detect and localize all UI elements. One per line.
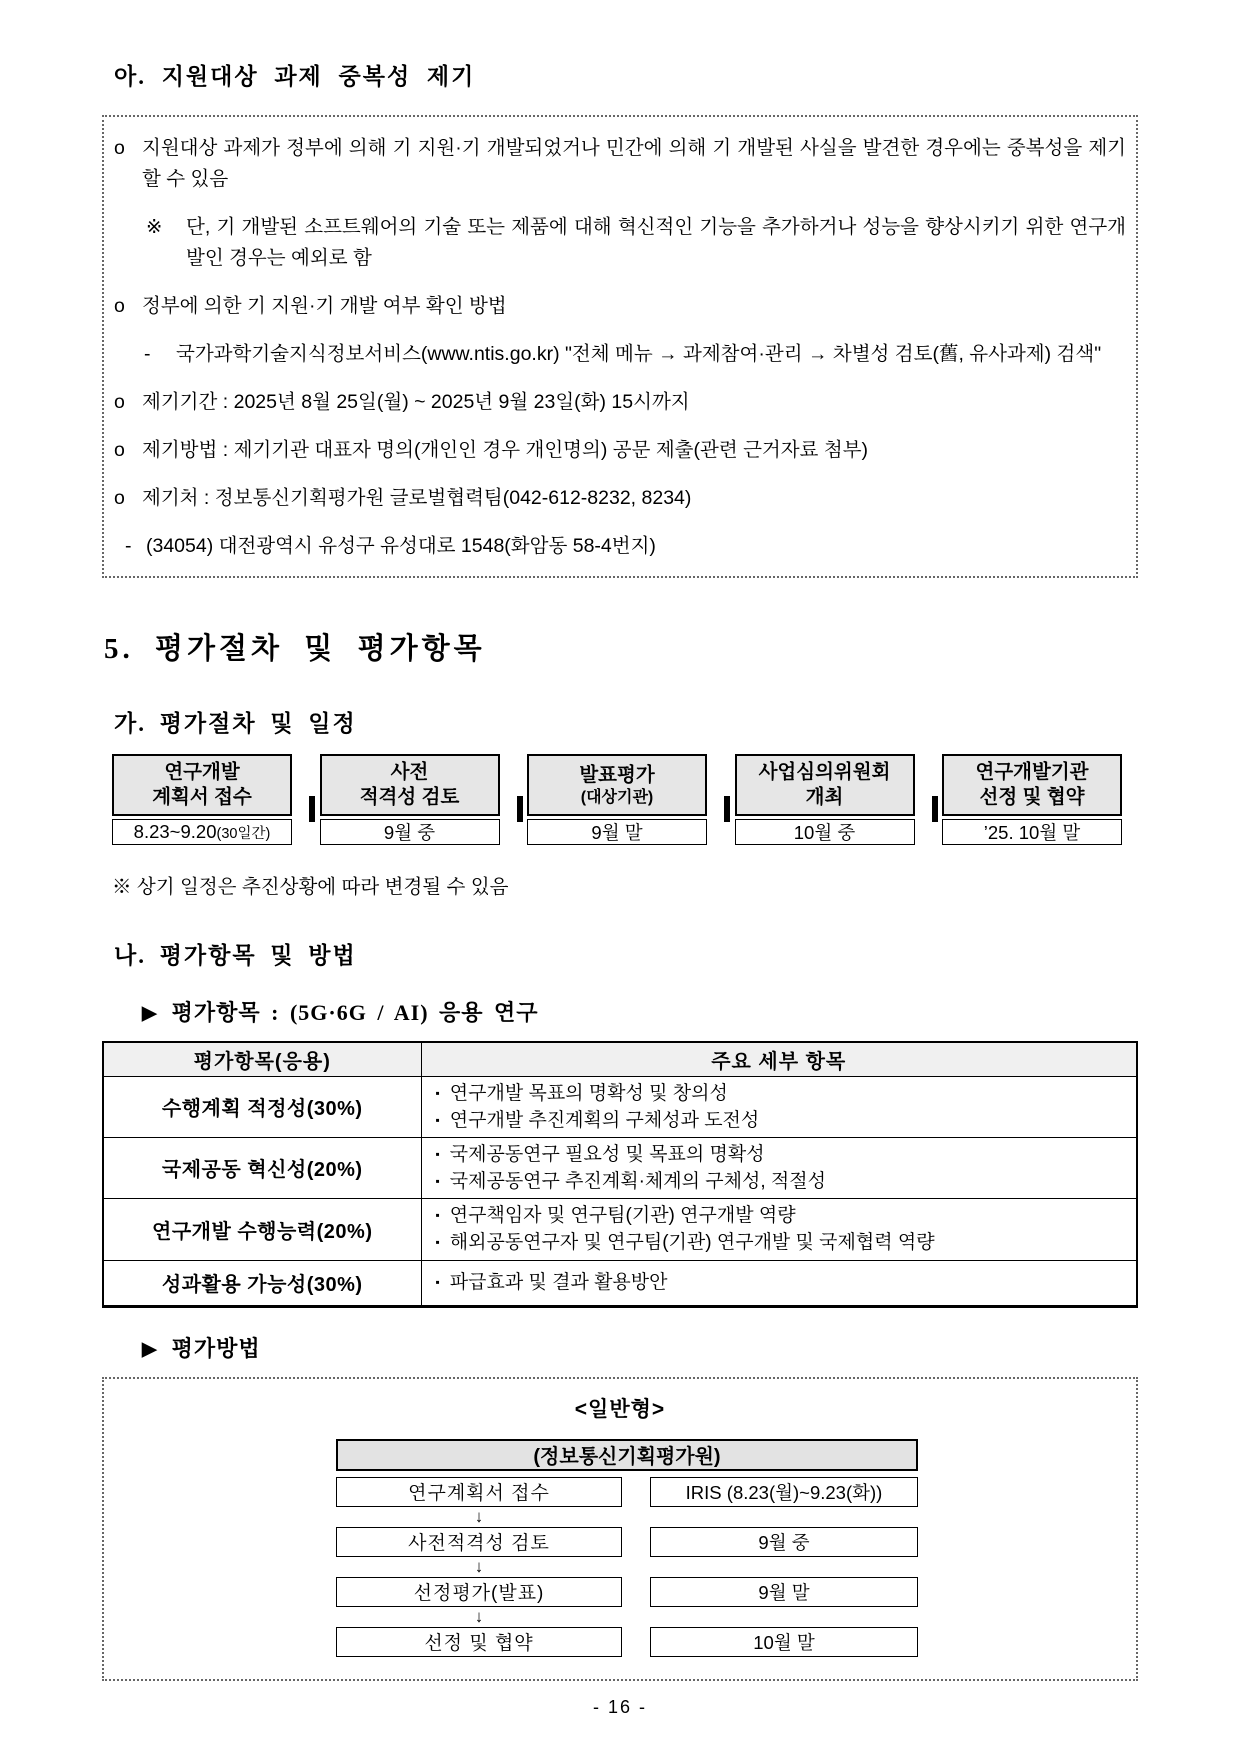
flow-step-date-main: 8.23~9.20	[133, 821, 217, 842]
flow-step-date-main: 9월 말	[591, 822, 643, 843]
method-step-date: 10월 말	[650, 1627, 918, 1657]
procedure-flow-diagram	[112, 754, 1122, 845]
schedule-change-note: ※ 상기 일정은 추진상황에 따라 변경될 수 있음	[112, 876, 509, 898]
flow-step-date-main: 10월 중	[793, 822, 856, 843]
flow-step-date	[320, 819, 500, 845]
item-text: 정부에 의한 기 지원·기 개발 여부 확인 방법	[142, 295, 507, 317]
item-marker: o	[114, 439, 125, 461]
page-number: - 16 -	[592, 1696, 647, 1717]
item-text: (34054) 대전광역시 유성구 유성대로 1548(화암동 58-4번지)	[146, 535, 656, 557]
item-marker: -	[144, 343, 151, 365]
details-cell	[421, 1076, 1137, 1137]
column-header-category: 평가항목(응용)	[103, 1042, 421, 1076]
method-step-date: IRIS (8.23(월)~9.23(화))	[650, 1477, 918, 1507]
item-marker: o	[114, 137, 125, 159]
detail-line	[434, 1141, 1129, 1168]
details-cell	[421, 1137, 1137, 1198]
item-text: 제기처 : 정보통신기획평가원 글로벌협력팀(042-612-8232, 8234)	[142, 487, 692, 509]
flow-step-line2: 개최	[805, 786, 844, 808]
flow-step-date-small: (30일간)	[216, 825, 271, 842]
triangle-bullet-icon: ▶	[142, 1003, 158, 1024]
detail-text: 국제공동연구 필요성 및 목표의 명확성	[449, 1143, 765, 1165]
flow-step-title	[112, 754, 292, 816]
method-step-row	[336, 1627, 1136, 1657]
method-step-label: 선정 및 협약	[336, 1627, 622, 1657]
item-marker: o	[114, 391, 125, 413]
flow-step	[112, 754, 292, 845]
section-heading-duplicate: 아. 지원대상 과제 중복성 제기	[114, 64, 476, 89]
flow-step-line2: 계획서 접수	[152, 786, 252, 808]
method-step-label: 연구계획서 접수	[336, 1477, 622, 1507]
subsection-heading-criteria: 나. 평가항목 및 방법	[114, 943, 357, 968]
flow-step-date-main: 9월 중	[383, 822, 436, 843]
flow-step-line1: 사업심의위원회	[758, 761, 891, 783]
flow-step-line1: 사전	[390, 761, 429, 783]
flow-step-line2: (대상기관)	[580, 788, 654, 806]
table-row	[103, 1260, 1137, 1306]
criteria-items-heading	[142, 996, 1138, 1027]
list-item	[114, 339, 1126, 370]
column-header-details: 주요 세부 항목	[421, 1042, 1137, 1076]
flow-connector-bar	[517, 796, 523, 822]
detail-text: 파급효과 및 결과 활용방안	[449, 1272, 668, 1293]
list-item	[114, 133, 1126, 195]
flow-step	[942, 754, 1122, 845]
detail-text: 연구개발 추진계획의 구체성과 도전성	[449, 1109, 760, 1131]
method-step-row	[336, 1477, 1136, 1507]
method-step-date: 9월 말	[650, 1577, 918, 1607]
table-row	[103, 1076, 1137, 1137]
flow-connector-bar	[309, 796, 315, 822]
detail-line	[434, 1202, 1129, 1229]
item-marker: o	[114, 295, 125, 317]
detail-text: 국제공동연구 추진계획·체계의 구체성, 적절성	[449, 1170, 826, 1192]
category-cell: 연구개발 수행능력(20%)	[103, 1198, 421, 1260]
flow-step	[735, 754, 915, 845]
flow-connector-bar	[724, 796, 730, 822]
flow-step-line1: 연구개발기관	[975, 761, 1089, 783]
flow-step-date	[942, 819, 1122, 845]
item-marker: ※	[146, 216, 163, 238]
item-text: 단, 기 개발된 소프트웨어의 기술 또는 제품에 대해 혁신적인 기능을 추가하거나 성능을 향상시키기 위한 연구개발인 경우는 예외로 함	[186, 216, 1126, 269]
flow-step-line1: 연구개발	[164, 761, 240, 783]
triangle-bullet-icon: ▶	[142, 1338, 158, 1360]
detail-line	[434, 1080, 1129, 1107]
list-item	[114, 212, 1126, 274]
category-cell: 성과활용 가능성(30%)	[103, 1260, 421, 1306]
flow-step	[527, 754, 707, 845]
detail-line	[434, 1229, 1129, 1256]
item-text: 제기기간 : 2025년 8월 25일(월) ~ 2025년 9월 23일(화) 15시까지	[142, 391, 690, 413]
method-diagram-box	[102, 1377, 1138, 1681]
square-bullet-icon: ▪	[435, 1146, 440, 1161]
square-bullet-icon: ▪	[435, 1173, 440, 1188]
square-bullet-icon: ▪	[435, 1112, 440, 1127]
details-cell	[421, 1198, 1137, 1260]
method-org-box: (정보통신기획평가원)	[336, 1439, 918, 1471]
subsection-heading-procedure: 가. 평가절차 및 일정	[114, 711, 357, 736]
down-arrow-icon: ↓	[474, 1556, 484, 1576]
table-row	[103, 1137, 1137, 1198]
flow-step-title	[527, 754, 707, 816]
flow-step-title	[942, 754, 1122, 816]
flow-step-date-main: ’25. 10월 말	[983, 822, 1081, 843]
category-cell: 수행계획 적정성(30%)	[103, 1076, 421, 1137]
square-bullet-icon: ▪	[435, 1208, 440, 1222]
detail-line	[434, 1269, 1129, 1296]
detail-line	[434, 1168, 1129, 1195]
list-item	[114, 387, 1126, 418]
item-text: 제기방법 : 제기기관 대표자 명의(개인인 경우 개인명의) 공문 제출(관련 근거자료 첨부)	[142, 439, 869, 461]
square-bullet-icon: ▪	[435, 1235, 440, 1249]
method-type-label: <일반형>	[574, 1397, 666, 1421]
item-marker: o	[114, 487, 125, 509]
flow-step-title	[320, 754, 500, 816]
details-cell	[421, 1260, 1137, 1306]
square-bullet-icon: ▪	[435, 1275, 440, 1289]
evaluation-criteria-table	[102, 1041, 1138, 1308]
flow-step-title	[735, 754, 915, 816]
category-cell: 국제공동 혁신성(20%)	[103, 1137, 421, 1198]
item-text: 국가과학기술지식정보서비스(www.ntis.go.kr) "전체 메뉴 → 과제참여·관리 → 차별성 검토(舊, 유사과제) 검색"	[176, 343, 1102, 365]
flow-step-date	[112, 819, 292, 845]
method-heading-text: 평가방법	[171, 1335, 261, 1361]
list-item	[114, 435, 1126, 466]
list-item	[114, 531, 1126, 562]
flow-connector-bar	[932, 796, 938, 822]
flow-step	[320, 754, 500, 845]
item-marker: -	[125, 535, 132, 557]
flow-step-line1: 발표평가	[579, 763, 655, 786]
detail-text: 연구개발 목표의 명확성 및 창의성	[449, 1082, 728, 1104]
detail-text: 연구책임자 및 연구팀(기관) 연구개발 역량	[449, 1205, 796, 1226]
section-heading-evaluation: 5. 평가절차 및 평가항목	[104, 633, 486, 665]
flow-step-line2: 선정 및 협약	[979, 786, 1085, 808]
flow-step-date	[527, 819, 707, 845]
item-text: 지원대상 과제가 정부에 의해 기 지원·기 개발되었거나 민간에 의해 기 개발된 사실을 발견한 경우에는 중복성을 제기할 수 있음	[142, 137, 1126, 190]
square-bullet-icon: ▪	[435, 1085, 440, 1100]
table-row	[103, 1198, 1137, 1260]
criteria-items-heading-text: 평가항목 : (5G·6G / AI) 응용 연구	[171, 1000, 539, 1025]
detail-text: 해외공동연구자 및 연구팀(기관) 연구개발 및 국제협력 역량	[449, 1232, 935, 1253]
method-heading	[142, 1332, 1138, 1363]
method-step-row	[336, 1527, 1136, 1557]
method-step-label: 사전적격성 검토	[336, 1527, 622, 1557]
flow-step-line2: 적격성 검토	[359, 786, 460, 808]
flow-step-date	[735, 819, 915, 845]
method-step-row	[336, 1577, 1136, 1607]
list-item	[114, 483, 1126, 514]
method-step-label: 선정평가(발표)	[336, 1577, 622, 1607]
list-item	[114, 291, 1126, 322]
method-step-date: 9월 중	[650, 1527, 918, 1557]
table-header-row	[103, 1042, 1137, 1076]
down-arrow-icon: ↓	[474, 1506, 484, 1526]
duplicate-info-box	[102, 115, 1138, 578]
down-arrow-icon: ↓	[474, 1606, 484, 1626]
detail-line	[434, 1107, 1129, 1134]
